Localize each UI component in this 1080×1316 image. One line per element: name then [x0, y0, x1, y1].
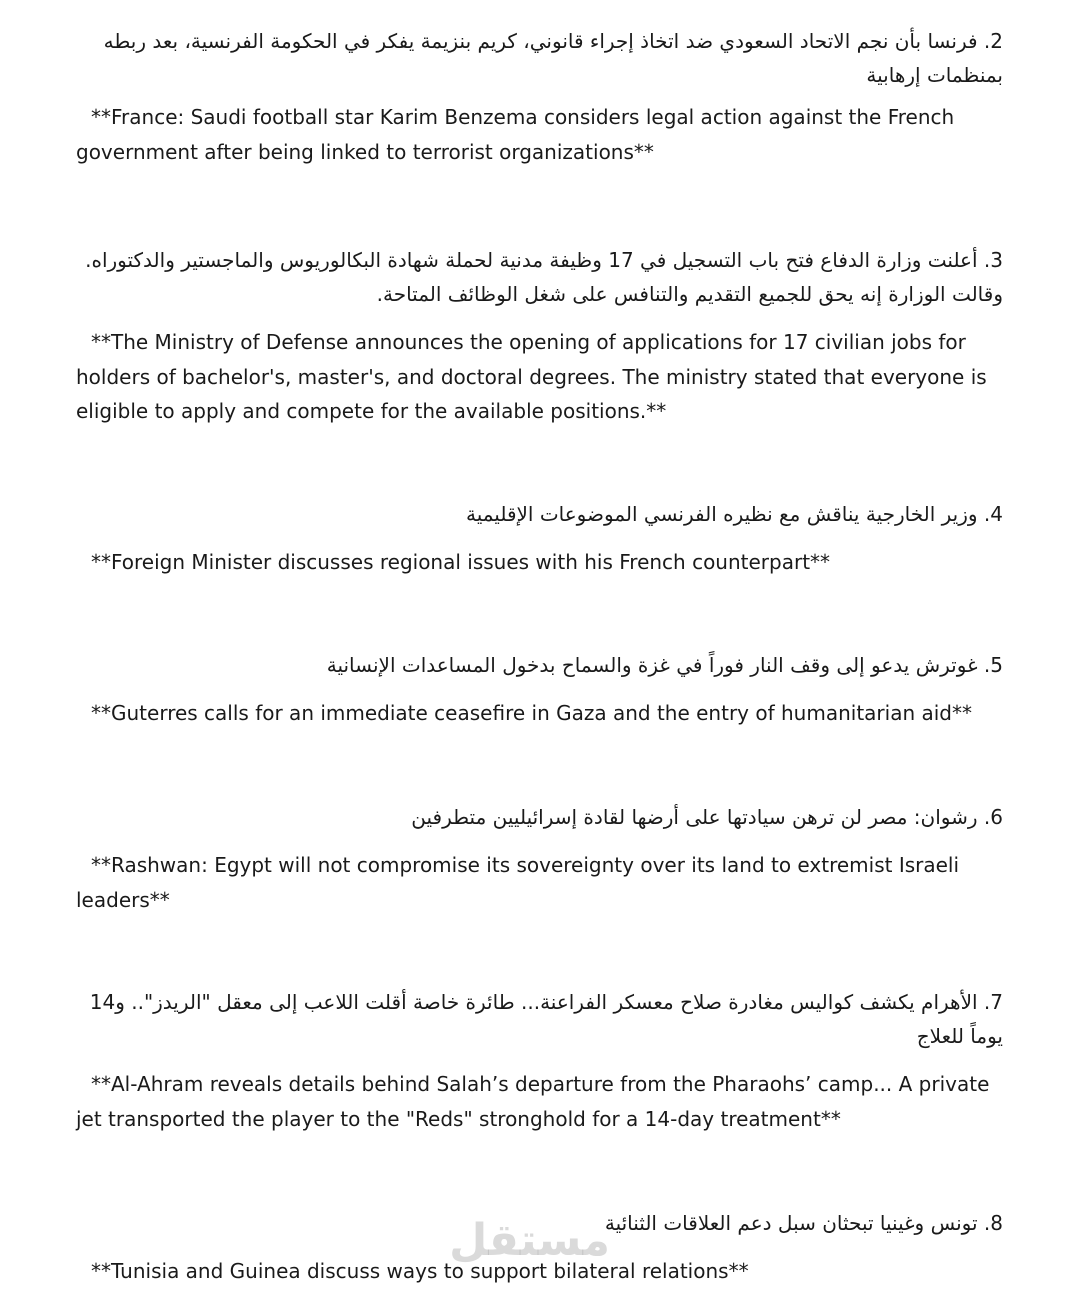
- news-item-5: [76, 648, 1021, 731]
- news-item-2: [76, 24, 1021, 169]
- news-item-3: [76, 243, 1021, 429]
- arabic-headline: 8. تونس وغينيا تبحثان سبل دعم العلاقات الثنائية: [604, 1211, 1003, 1235]
- arabic-headline: 5. غوترش يدعو إلى وقف النار فوراً في غزة والسماح بدخول المساعدات الإنسانية: [326, 653, 1003, 677]
- arabic-headline: 3. أعلنت وزارة الدفاع فتح باب التسجيل في 17 وظيفة مدنية لحملة شهادة البكالوريوس والماجستير والدكتوراه. وقالت الوزارة إنه يحق للجميع التقديم والتنافس على شغل الوظائف المتاحة.: [85, 248, 1003, 306]
- news-item-7: [76, 985, 1021, 1136]
- arabic-headline: 2. فرنسا بأن نجم الاتحاد السعودي ضد اتخاذ إجراء قانوني، كريم بنزيمة يفكر في الحكومة الفرنسية، بعد ربطه بمنظمات إرهابية: [103, 29, 1003, 87]
- arabic-headline: 4. وزير الخارجية يناقش مع نظيره الفرنسي الموضوعات الإقليمية: [465, 502, 1003, 526]
- arabic-headline: 7. الأهرام يكشف كواليس مغادرة صلاح معسكر الفراعنة... طائرة خاصة أقلت اللاعب إلى معقل "الريدز".. و14 يوماً للعلاج: [89, 990, 1003, 1048]
- arabic-headline: 6. رشوان: مصر لن ترهن سيادتها على أرضها لقادة إسرائيليين متطرفين: [411, 805, 1003, 829]
- news-item-8: [76, 1206, 1021, 1289]
- watermark-logo: مستقل: [449, 1215, 610, 1266]
- news-item-6: [76, 800, 1021, 917]
- english-translation: **Tunisia and Guinea discuss ways to support bilateral relations**: [91, 1259, 749, 1283]
- english-translation: **France: Saudi football star Karim Benzema considers legal action against the French government after being linked to terrorist organizations**: [76, 105, 955, 164]
- news-item-4: [76, 497, 1021, 580]
- english-translation: **Guterres calls for an immediate ceasefire in Gaza and the entry of humanitarian aid**: [91, 701, 972, 725]
- english-translation: **The Ministry of Defense announces the opening of applications for 17 civilian jobs for holders of bachelor's, master's, and doctoral degrees. The ministry stated that everyone is eligible to apply and compete for the available positions.**: [76, 330, 987, 423]
- english-translation: **Foreign Minister discusses regional issues with his French counterpart**: [91, 550, 831, 574]
- english-translation: **Al-Ahram reveals details behind Salah’s departure from the Pharaohs’ camp... A private jet transported the player to the "Reds" stronghold for a 14-day treatment**: [76, 1072, 990, 1131]
- english-translation: **Rashwan: Egypt will not compromise its sovereignty over its land to extremist Israeli leaders**: [76, 853, 960, 912]
